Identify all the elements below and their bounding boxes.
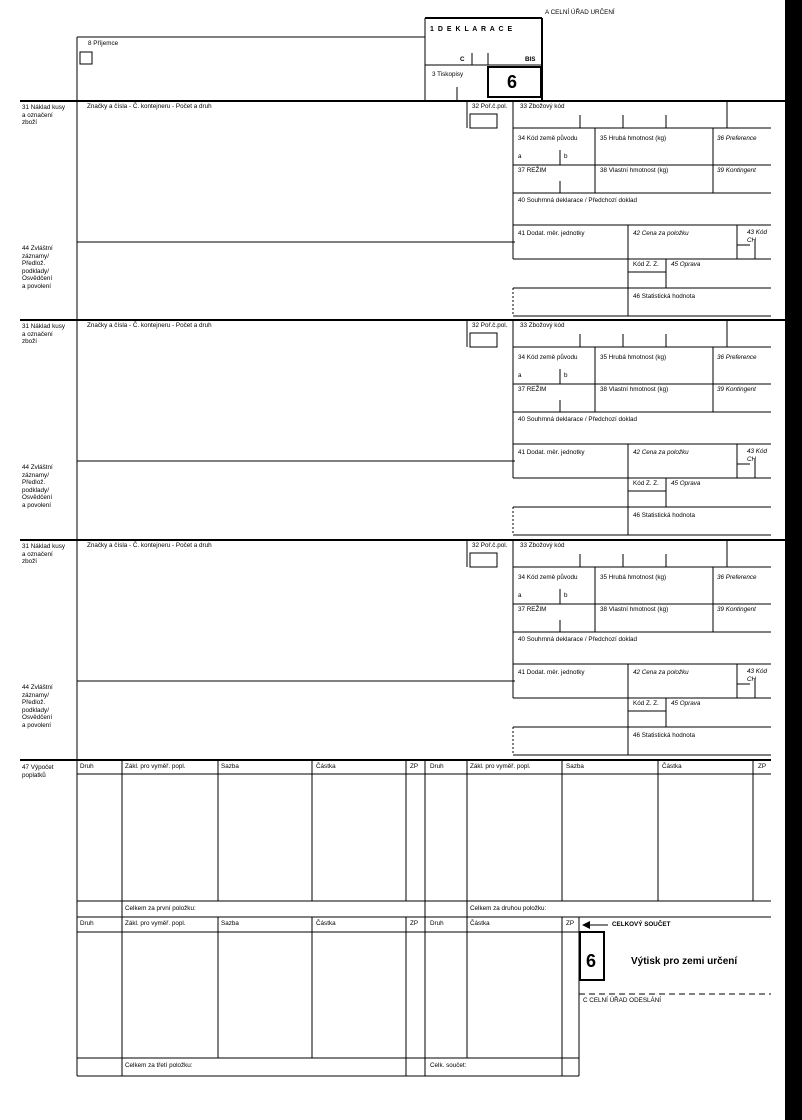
- fee-col-druh-total: Druh: [430, 920, 444, 927]
- origin-b-label-2: b: [564, 372, 568, 379]
- fee-col-2-second: Sazba: [566, 763, 584, 770]
- declaration-c-label: C: [460, 56, 465, 63]
- declaration-bis-label: BIS: [525, 56, 536, 63]
- copy-description: Výtisk pro zemi určení: [631, 956, 738, 967]
- summary-declaration-label-1: 40 Souhrnná deklarace / Předchozí doklad: [518, 197, 638, 204]
- consignee-label: 8 Příjemce: [88, 40, 119, 47]
- procedure-label-2: 37 REŽIM: [518, 386, 547, 393]
- origin-country-label-3: 34 Kód země původu: [518, 574, 578, 581]
- item-price-label-2: 42 Cena za položku: [633, 449, 689, 456]
- fee-col-2-third: Sazba: [221, 920, 239, 927]
- item-price-label-1: 42 Cena za položku: [633, 230, 689, 237]
- supplementary-units-label-2: 41 Dodat. měr. jednotky: [518, 449, 585, 456]
- fee-col-zp-total: ZP: [566, 920, 575, 927]
- quota-label-2: 39 Kontingent: [717, 386, 756, 393]
- form-number: 6: [507, 72, 518, 92]
- special-mentions-label-2: 44 Zvláštní záznamy/ Předlož. podklady/ Osvědčení a povolení: [22, 464, 53, 509]
- fee-col-castka-total: Částka: [470, 920, 490, 927]
- valuation-code-label-2: 43 Kód CH: [747, 448, 767, 463]
- supplementary-units-label-1: 41 Dodat. měr. jednotky: [518, 230, 585, 237]
- description-label-1: Značky a čísla - Č. kontejneru - Počet a druh: [87, 103, 212, 110]
- special-mentions-label-1: 44 Zvláštní záznamy/ Předlož. podklady/ Osvědčení a povolení: [22, 245, 53, 290]
- fee-col-1-second: Zákl. pro vyměř. popl.: [470, 763, 531, 770]
- commodity-code-label-1: 33 Zbožový kód: [520, 103, 565, 110]
- statistical-value-label-3: 46 Statistická hodnota: [633, 732, 695, 739]
- correction-label-3: 45 Oprava: [671, 700, 701, 707]
- commodity-code-label-2: 33 Zbožový kód: [520, 322, 565, 329]
- item-number-label-1: 32 Poř.č.pol.: [472, 103, 508, 110]
- origin-a-label-1: a: [518, 153, 522, 160]
- fee-col-0-first: Druh: [80, 763, 94, 770]
- procedure-label-1: 37 REŽIM: [518, 167, 547, 174]
- preference-label-3: 36 Preference: [717, 574, 757, 581]
- fee-col-0-second: Druh: [430, 763, 444, 770]
- fee-col-4-first: ZP: [410, 763, 419, 770]
- grand-total-short: Celk. součet:: [430, 1062, 467, 1069]
- description-label-2: Značky a čísla - Č. kontejneru - Počet a druh: [87, 322, 212, 329]
- summary-declaration-label-3: 40 Souhrnná deklarace / Předchozí doklad: [518, 636, 638, 643]
- valuation-code-label-3: 43 Kód CH: [747, 668, 767, 683]
- origin-b-label-1: b: [564, 153, 568, 160]
- fee-col-3-first: Částka: [316, 763, 336, 770]
- net-mass-label-1: 38 Vlastní hmotnost (kg): [600, 167, 669, 174]
- preference-label-2: 36 Preference: [717, 354, 757, 361]
- description-label-3: Značky a čísla - Č. kontejneru - Počet a druh: [87, 542, 212, 549]
- fee-col-3-second: Částka: [662, 763, 682, 770]
- fee-calculation-label: 47 Výpočet poplatků: [22, 764, 54, 779]
- zz-code-label-3: Kód Z. Z.: [633, 700, 659, 707]
- departure-office-label: C CELNÍ ÚŘAD ODESLÁNÍ: [583, 997, 662, 1004]
- item-number-label-3: 32 Poř.č.pol.: [472, 542, 508, 549]
- total-third-item: Celkem za třetí položku:: [125, 1062, 193, 1069]
- statistical-value-label-2: 46 Statistická hodnota: [633, 512, 695, 519]
- correction-label-2: 45 Oprava: [671, 480, 701, 487]
- zz-code-label-1: Kód Z. Z.: [633, 261, 659, 268]
- supplementary-units-label-3: 41 Dodat. měr. jednotky: [518, 669, 585, 676]
- fee-col-3-third: Částka: [316, 920, 336, 927]
- total-first-item: Celkem za první položku:: [125, 905, 196, 912]
- origin-a-label-2: a: [518, 372, 522, 379]
- origin-country-label-1: 34 Kód země původu: [518, 135, 578, 142]
- fee-col-4-third: ZP: [410, 920, 419, 927]
- statistical-value-label-1: 46 Statistická hodnota: [633, 293, 695, 300]
- quota-label-3: 39 Kontingent: [717, 606, 756, 613]
- quota-label-1: 39 Kontingent: [717, 167, 756, 174]
- net-mass-label-3: 38 Vlastní hmotnost (kg): [600, 606, 669, 613]
- fee-col-0-third: Druh: [80, 920, 94, 927]
- zz-code-label-2: Kód Z. Z.: [633, 480, 659, 487]
- valuation-code-label-1: 43 Kód CH: [747, 229, 767, 244]
- freight-label-3: 31 Náklad kusy a označení zboží: [22, 543, 66, 566]
- grand-total-label: CELKOVÝ SOUČET: [612, 921, 671, 928]
- declaration-title: 1 D E K L A R A C E: [430, 26, 514, 33]
- item-number-label-2: 32 Poř.č.pol.: [472, 322, 508, 329]
- preference-label-1: 36 Preference: [717, 135, 757, 142]
- special-mentions-label-3: 44 Zvláštní záznamy/ Předlož. podklady/ Osvědčení a povolení: [22, 684, 53, 729]
- freight-label-2: 31 Náklad kusy a označení zboží: [22, 323, 66, 346]
- correction-label-1: 45 Oprava: [671, 261, 701, 268]
- summary-declaration-label-2: 40 Souhrnná deklarace / Předchozí doklad: [518, 416, 638, 423]
- fee-col-1-first: Zákl. pro vyměř. popl.: [125, 763, 186, 770]
- gross-mass-label-1: 35 Hrubá hmotnost (kg): [600, 135, 667, 142]
- gross-mass-label-2: 35 Hrubá hmotnost (kg): [600, 354, 667, 361]
- gross-mass-label-3: 35 Hrubá hmotnost (kg): [600, 574, 667, 581]
- item-price-label-3: 42 Cena za položku: [633, 669, 689, 676]
- forms-label: 3 Tiskopisy: [432, 71, 464, 78]
- origin-a-label-3: a: [518, 592, 522, 599]
- origin-country-label-2: 34 Kód země původu: [518, 354, 578, 361]
- origin-b-label-3: b: [564, 592, 568, 599]
- fee-col-4-second: ZP: [758, 763, 767, 770]
- destination-office-label: A CELNÍ ÚŘAD URČENÍ: [545, 9, 615, 16]
- net-mass-label-2: 38 Vlastní hmotnost (kg): [600, 386, 669, 393]
- fee-col-1-third: Zákl. pro vyměř. popl.: [125, 920, 186, 927]
- procedure-label-3: 37 REŽIM: [518, 606, 547, 613]
- total-second-item: Celkem za druhou položku:: [470, 905, 547, 912]
- fee-col-2-first: Sazba: [221, 763, 239, 770]
- commodity-code-label-3: 33 Zbožový kód: [520, 542, 565, 549]
- copy-number: 6: [586, 951, 597, 971]
- freight-label-1: 31 Náklad kusy a označení zboží: [22, 104, 66, 127]
- consignee-checkbox[interactable]: [80, 52, 92, 64]
